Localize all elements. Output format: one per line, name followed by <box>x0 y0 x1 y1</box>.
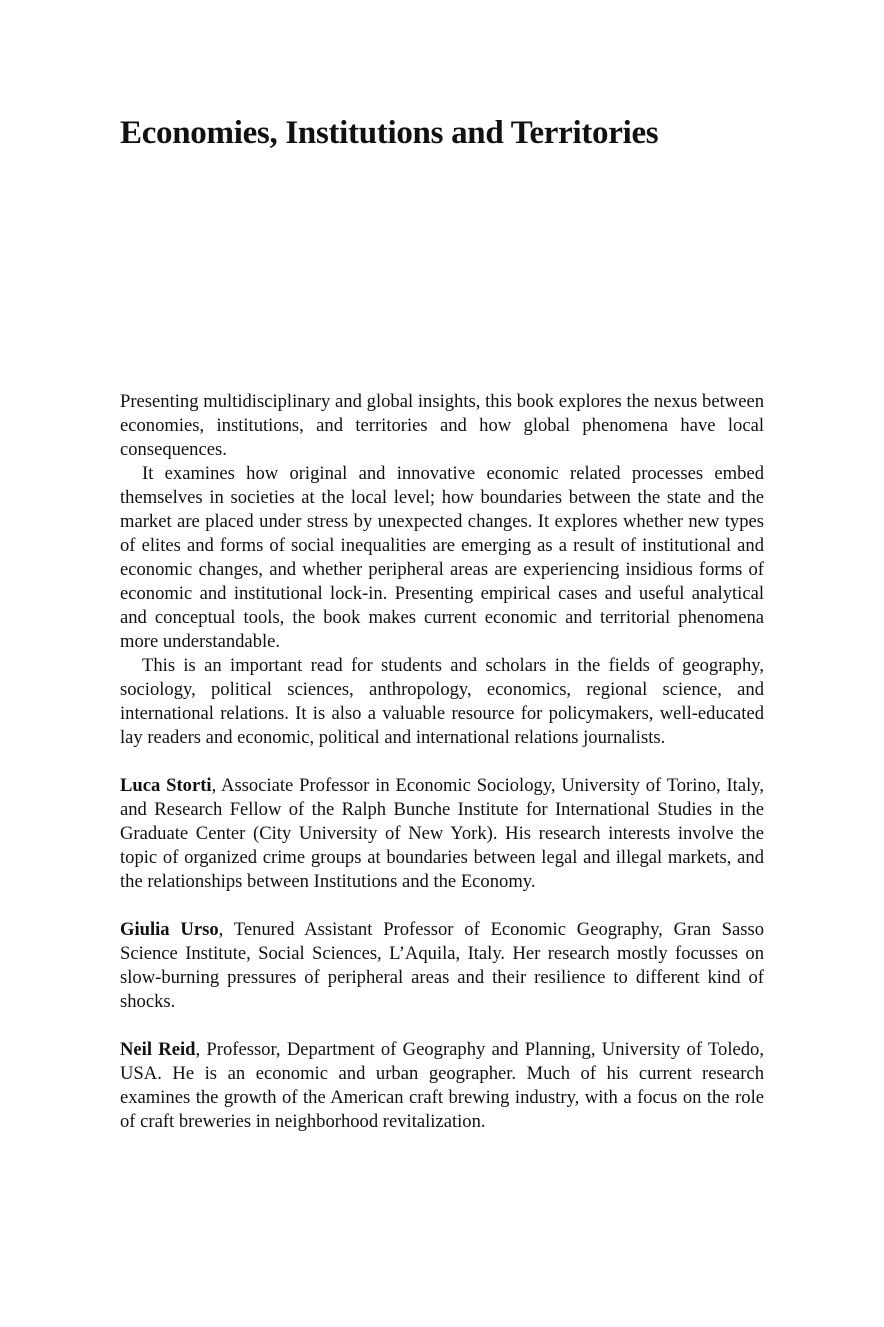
author-bio-text: , Associate Professor in Economic Sociology, University of Torino, Italy, and Research Fellow of the Ralph Bunche Institute for International Studies in the Graduate Center (City University of New York). His research interests involve the topic of organized crime groups at boundaries between legal and illegal markets, and the relationships between Institutions and the Economy. <box>120 775 764 892</box>
description-paragraph-3: This is an important read for students and scholars in the fields of geography, sociology, political sciences, anthropology, economics, regional science, and international relations. It is also a valuable resource for policymakers, well-educated lay readers and economic, political and international relations journalists. <box>120 655 764 748</box>
author-bio-storti <box>120 774 764 894</box>
description-paragraph-1: Presenting multidisciplinary and global insights, this book explores the nexus between economies, institutions, and territories and how global phenomena have local consequences. <box>120 391 764 460</box>
book-blurb <box>120 390 764 1134</box>
author-bio-reid <box>120 1038 764 1134</box>
author-bio-text: , Professor, Department of Geography and Planning, University of Toledo, USA. He is an economic and urban geographer. Much of his current research examines the growth of the American craft brewing industry, with a focus on the role of craft breweries in neighborhood revitalization. <box>120 1039 764 1132</box>
author-name: Giulia Urso <box>120 919 219 940</box>
author-name: Neil Reid <box>120 1039 196 1060</box>
description-paragraph-2: It examines how original and innovative economic related processes embed themselves in societies at the local level; how boundaries between the state and the market are placed under stress by unexpected changes. It explores whether new types of elites and forms of social inequalities are emerging as a result of institutional and economic changes, and whether peripheral areas are experiencing insidious forms of economic and institutional lock-in. Presenting empirical cases and useful analytical and conceptual tools, the book makes current economic and territorial phenomena more understandable. <box>120 463 764 652</box>
book-title: Economies, Institutions and Territories <box>120 115 659 151</box>
author-name: Luca Storti <box>120 775 212 796</box>
author-bio-urso <box>120 918 764 1014</box>
author-bio-text: , Tenured Assistant Professor of Economic Geography, Gran Sasso Science Institute, Social Sciences, L’Aquila, Italy. Her research mostly focusses on slow-burning pressures of peripheral areas and their resilience to different kind of shocks. <box>120 919 764 1012</box>
